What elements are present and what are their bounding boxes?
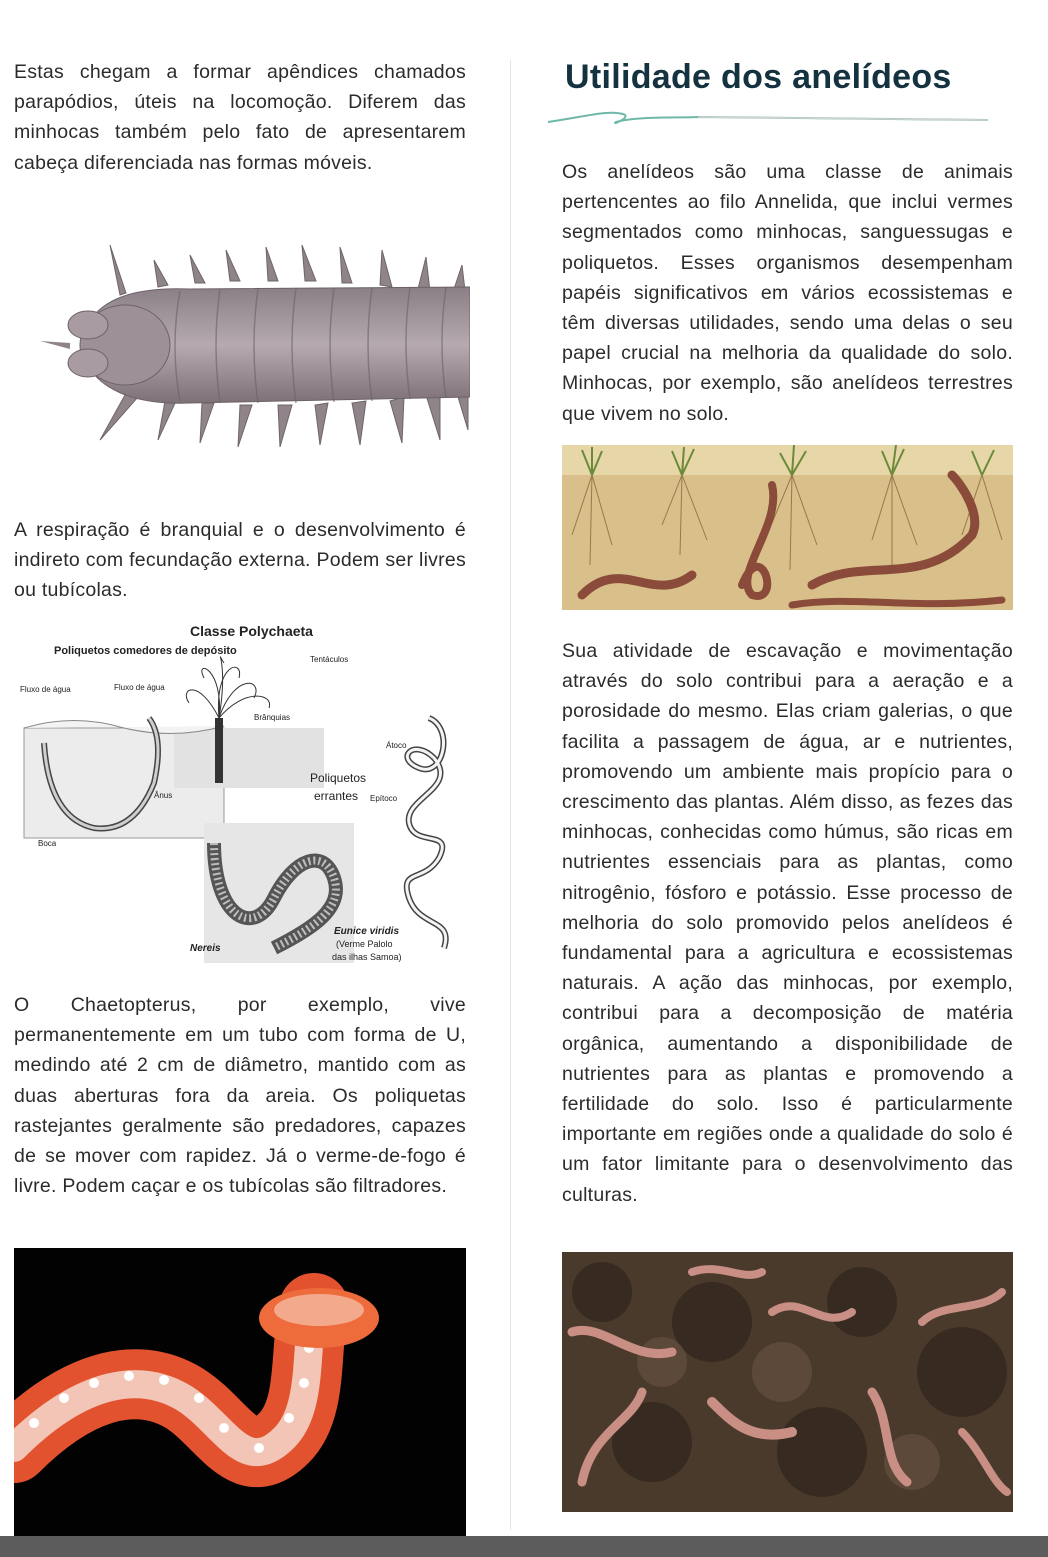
right-paragraph-1: Os anelídeos são uma classe de animais pertencentes ao filo Annelida, que inclui vermes segmentados como minhocas, sanguessugas e poliquetos. Esses organismos desempenham papéis significativos em vários ecossistemas e têm diversas utilidades, sendo uma delas o seu papel crucial na melhoria da qualidade do solo. Minhocas, por exemplo, são anelídeos terrestres que vivem no solo. bbox=[562, 161, 1013, 425]
label-eunice: Eunice viridis bbox=[334, 926, 400, 937]
earthworms-soil-photo bbox=[562, 1252, 1013, 1512]
soil-illustration bbox=[562, 445, 1013, 610]
label-ilhas-samoa: das ilhas Samoa) bbox=[332, 952, 402, 962]
left-paragraph-1: Estas chegam a formar apêndices chamados parapódios, úteis na locomoção. Diferem das minhocas também pelo fato de apresentarem cabeça diferenciada nas formas móveis. bbox=[14, 61, 466, 174]
label-branquias: Brânquias bbox=[254, 713, 291, 722]
soil-earthworm-illustration bbox=[562, 445, 1013, 610]
label-verme-palolo: (Verme Palolo bbox=[336, 939, 393, 949]
label-epitoco: Epítoco bbox=[370, 794, 398, 803]
label-fluxo-agua-1: Fluxo de água bbox=[20, 685, 71, 694]
earthworms-illustration bbox=[562, 1252, 1013, 1512]
label-errantes: errantes bbox=[314, 789, 359, 803]
label-poliquetos: Poliquetos bbox=[310, 771, 367, 785]
column-divider bbox=[510, 60, 511, 1530]
bottom-bar bbox=[0, 1536, 1048, 1557]
diagram-subtitle: Poliquetos comedores de depósito bbox=[54, 645, 237, 657]
label-anus: Ânus bbox=[154, 791, 173, 800]
left-paragraph-3: O Chaetopterus, por exemplo, vive permanentemente em um tubo com forma de U, medindo até 2 cm de diâmetro, mantido com as duas aberturas fora da areia. Os poliquetas rastejantes geralmente são predadores, capazes de se mover com rapidez. Já o verme-de-fogo é livre. Podem caçar e os tubícolas são filtradores. bbox=[14, 994, 466, 1198]
label-tentaculos: Tentáculos bbox=[310, 655, 349, 664]
label-atoco: Átoco bbox=[386, 741, 407, 750]
fireworm-photo bbox=[14, 1248, 466, 1536]
right-paragraph-2: Sua atividade de escavação e movimentação através do solo contribui para a aeração e a porosidade do mesmo. Elas criam galerias, o que facilita a passagem de água, ar e nutrientes, promovendo um ambiente mais propício para o crescimento das plantas. Além disso, as fezes das minhocas, conhecidas como húmus, são ricas em nutrientes essenciais para as plantas, como nitrogênio, fósforo e potássio. Esse processo de melhoria do solo promovido pelos anelídeos é fundamental para a agricultura e ecossistemas naturais. A ação das minhocas, por exemplo, contribui para a decomposição de matéria orgânica, aumentando a disponibilidade de nutrientes para as plantas e promovendo a fertilidade do solo. Isso é particularmente importante em regiões onde a qualidade do solo é um fator limitante para o desenvolvimento das culturas. bbox=[562, 640, 1013, 1206]
polychaete-photo bbox=[30, 225, 470, 470]
diagram-title: Classe Polychaeta bbox=[190, 623, 313, 639]
polychaeta-diagram bbox=[14, 618, 470, 978]
title-underline-decoration bbox=[548, 108, 998, 130]
label-boca: Boca bbox=[38, 839, 57, 848]
fireworm-illustration bbox=[14, 1248, 466, 1536]
polychaete-illustration bbox=[30, 225, 470, 470]
polychaeta-diagram-drawing bbox=[14, 618, 470, 978]
left-paragraph-2: A respiração é branquial e o desenvolvimento é indireto com fecundação externa. Podem ser livres ou tubícolas. bbox=[14, 519, 466, 602]
label-fluxo-agua-2: Fluxo de água bbox=[114, 683, 165, 692]
label-nereis: Nereis bbox=[190, 943, 221, 954]
page-title: Utilidade dos anelídeos bbox=[565, 58, 952, 96]
